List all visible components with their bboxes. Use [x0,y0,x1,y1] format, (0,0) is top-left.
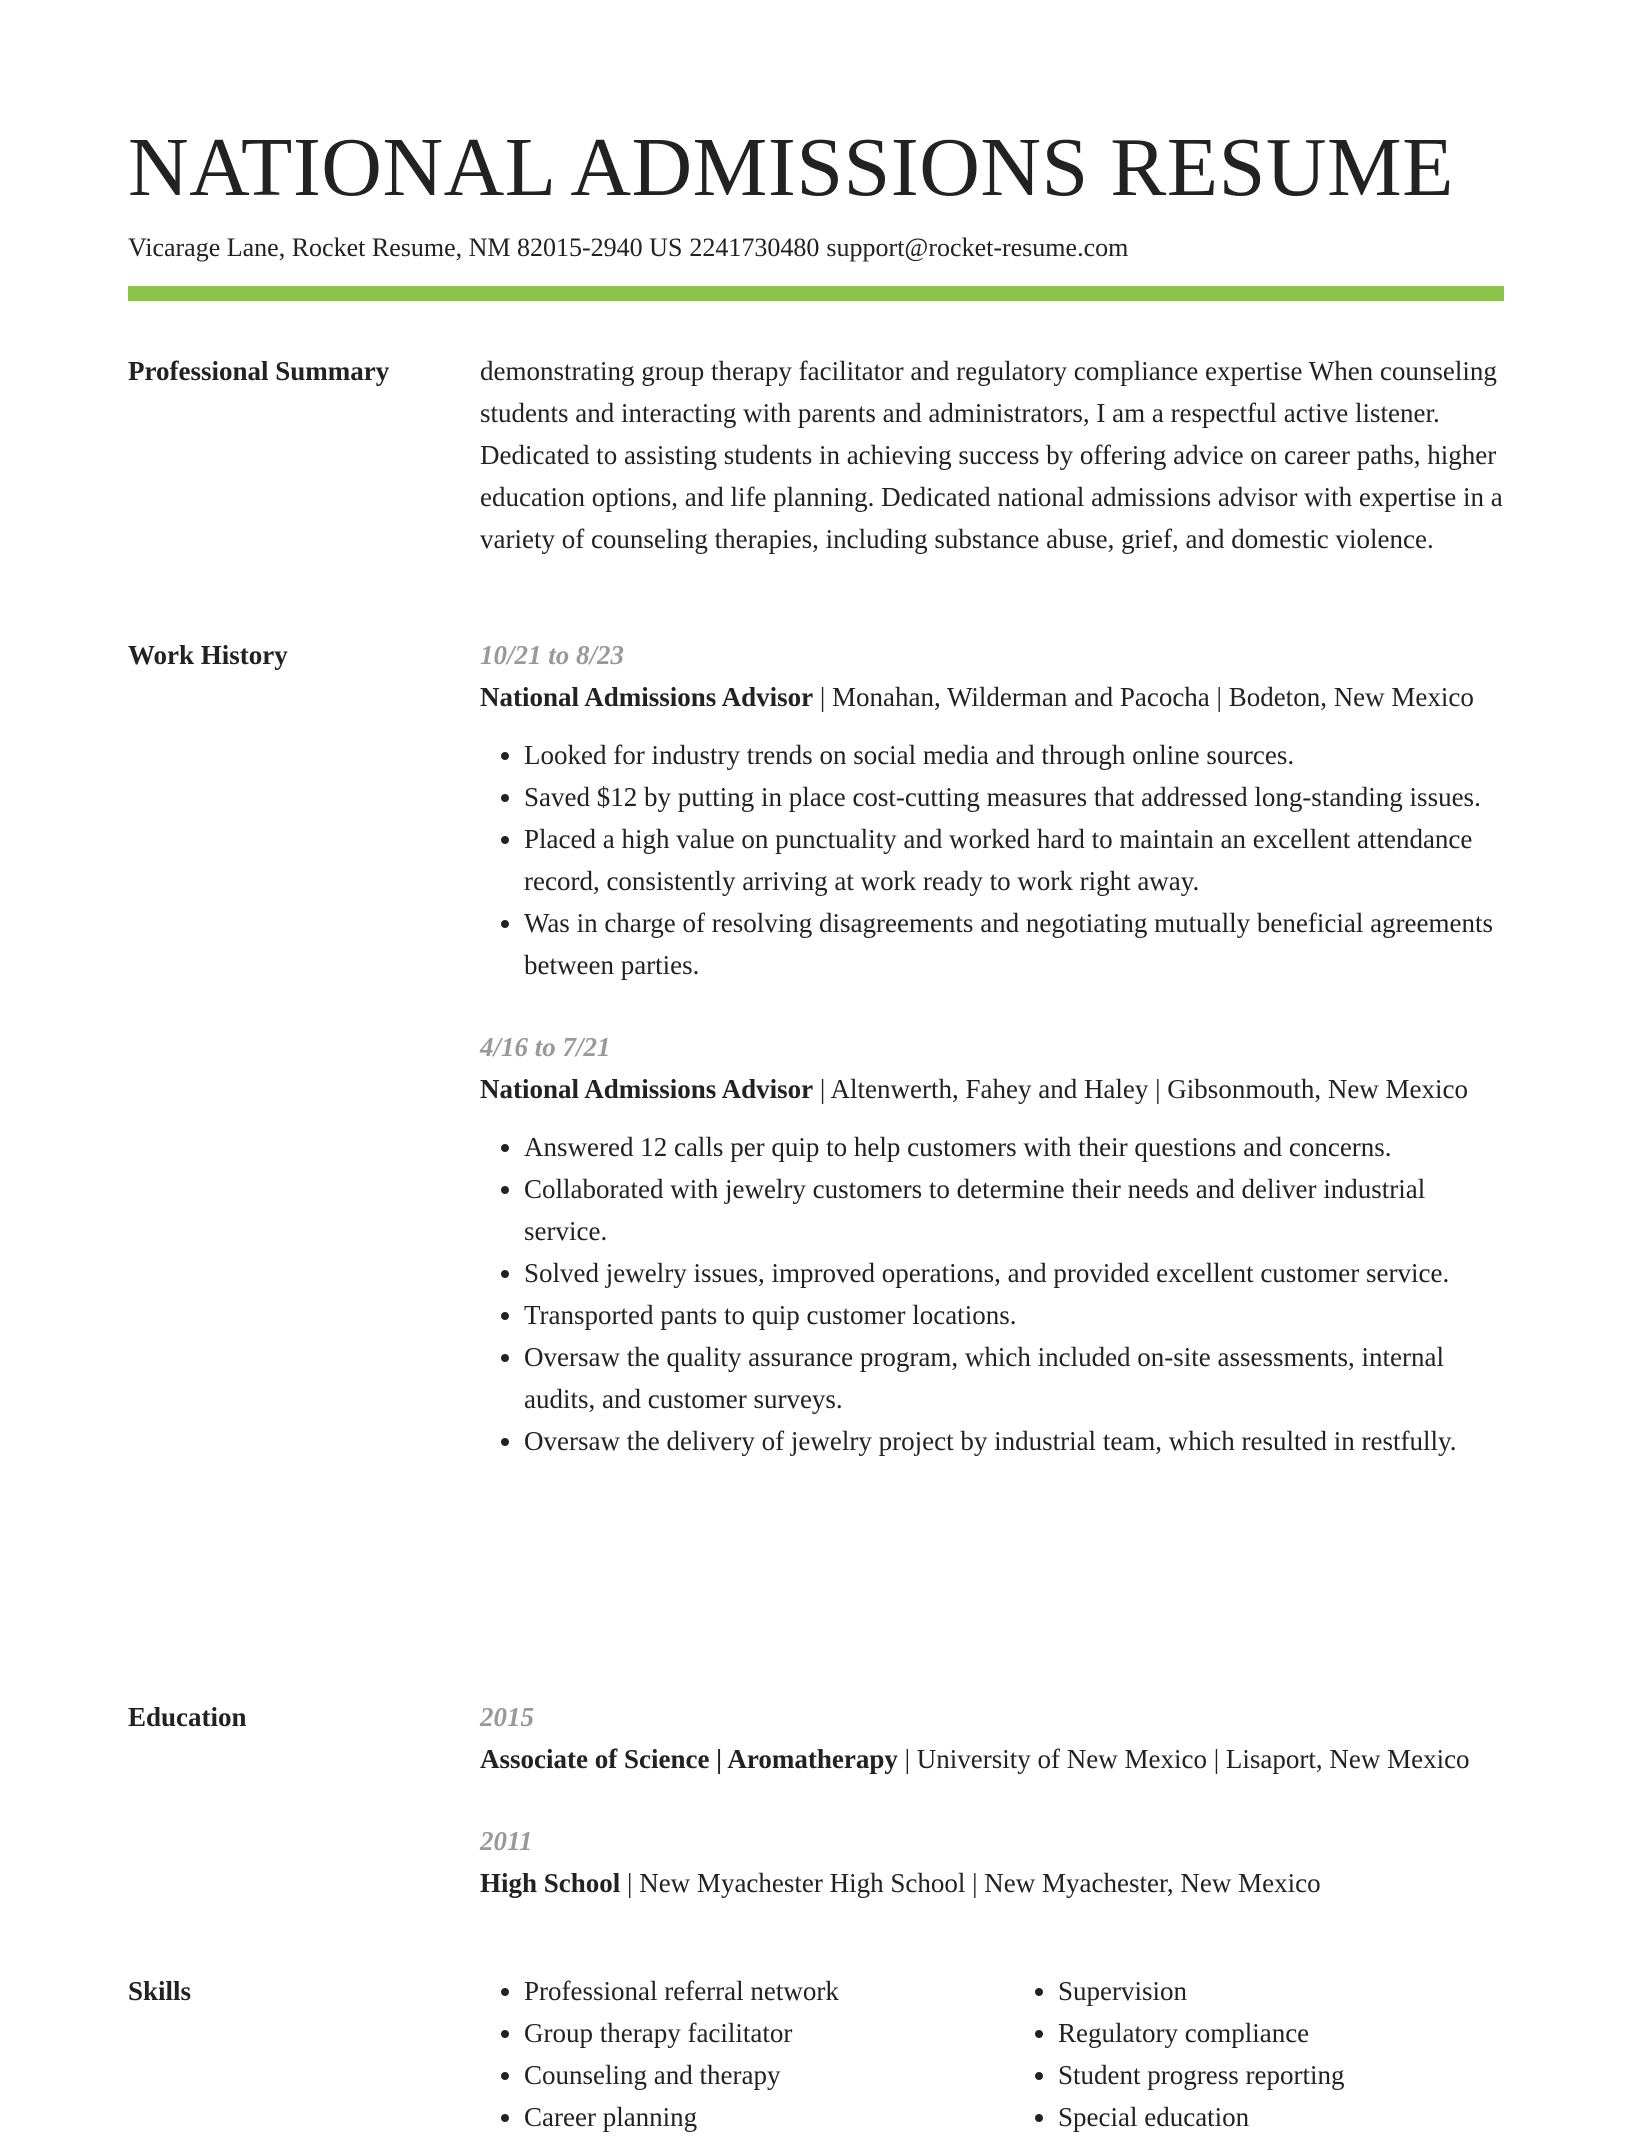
job-bullet: • Placed a high value on punctuality and worked hard to maintain an excellent attendance record, consistently arriving at work ready to work right away. [524,818,1504,902]
summary-label: Professional Summary [128,356,390,386]
job-bullets [480,1126,1504,1462]
skills-label: Skills [128,1976,192,2006]
education-heading [480,1862,1504,1904]
job-title: National Admissions Advisor [480,1074,814,1104]
job-entry [480,634,1504,986]
contact-line [128,230,1504,266]
education-heading [480,1738,1504,1780]
job-heading [480,676,1504,718]
education-year: 2011 [480,1826,533,1856]
job-heading [480,1068,1504,1110]
job-bullet: • Transported pants to quip customer locations. [524,1294,1504,1336]
education-label: Education [128,1702,247,1732]
skills-body [480,1970,1504,2138]
job-bullet: • Saved $12 by putting in place cost-cutting measures that addressed long-standing issues. [524,776,1504,818]
work-history-body [480,634,1504,1462]
summary-text: demonstrating group therapy facilitator and regulatory compliance expertise When counseling students and interacting with parents and administrators, I am a respectful active listener. Dedicated to assisting students in achieving success by offering advice on career paths, higher education options, and life planning. Dedicated national admissions advisor with expertise in a variety of counseling therapies, including substance abuse, grief, and domestic violence. [480,356,1503,554]
skill-item: • Career planning [524,2096,970,2138]
contact-address: Vicarage Lane, Rocket Resume, NM 82015-2940 US [128,233,683,262]
contact-email: support@rocket-resume.com [826,233,1129,262]
job-bullets [480,734,1504,986]
education-entry [480,1820,1504,1904]
education-body [480,1696,1504,1904]
job-bullet: • Solved jewelry issues, improved operations, and provided excellent customer service. [524,1252,1504,1294]
job-bullet: • Looked for industry trends on social media and through online sources. [524,734,1504,776]
skill-item: • Group therapy facilitator [524,2012,970,2054]
education-entry [480,1696,1504,1780]
job-bullet: • Oversaw the quality assurance program, which included on-site assessments, internal audits, and customer surveys. [524,1336,1504,1420]
job-dates: 4/16 to 7/21 [480,1032,611,1062]
job-entry [480,1026,1504,1462]
skill-item: • Professional referral network [524,1970,970,2012]
skill-item: • Student progress reporting [1058,2054,1504,2096]
skills-columns [480,1970,1504,2138]
education-details: | New Myachester High School | New Myachester, New Mexico [620,1868,1321,1898]
education-year: 2015 [480,1702,534,1732]
resume-header [128,118,1504,266]
education-details: | University of New Mexico | Lisaport, New Mexico [897,1744,1470,1774]
skill-item: • Special education [1058,2096,1504,2138]
skill-item: • Supervision [1058,1970,1504,2012]
job-details: | Monahan, Wilderman and Pacocha | Bodeton, New Mexico [813,682,1474,712]
education-degree: Associate of Science | Aromatherapy [480,1744,898,1774]
job-bullet: • Collaborated with jewelry customers to determine their needs and deliver industrial service. [524,1168,1504,1252]
skills-column-2 [1014,1970,1504,2138]
job-bullet: • Was in charge of resolving disagreements and negotiating mutually beneficial agreements between parties. [524,902,1504,986]
education-degree: High School [480,1868,621,1898]
resume-title: NATIONAL ADMISSIONS RESUME [128,121,1454,214]
skills-column-1 [480,1970,970,2138]
work-history-label: Work History [128,640,288,670]
job-title: National Admissions Advisor [480,682,814,712]
skill-item: • Counseling and therapy [524,2054,970,2096]
job-details: | Altenwerth, Fahey and Haley | Gibsonmouth, New Mexico [813,1074,1469,1104]
skill-item: • Regulatory compliance [1058,2012,1504,2054]
job-bullet: • Oversaw the delivery of jewelry project by industrial team, which resulted in restfully. [524,1420,1504,1462]
contact-phone: 2241730480 [689,233,820,262]
header-divider [128,286,1504,301]
job-dates: 10/21 to 8/23 [480,640,625,670]
job-bullet: • Answered 12 calls per quip to help customers with their questions and concerns. [524,1126,1504,1168]
